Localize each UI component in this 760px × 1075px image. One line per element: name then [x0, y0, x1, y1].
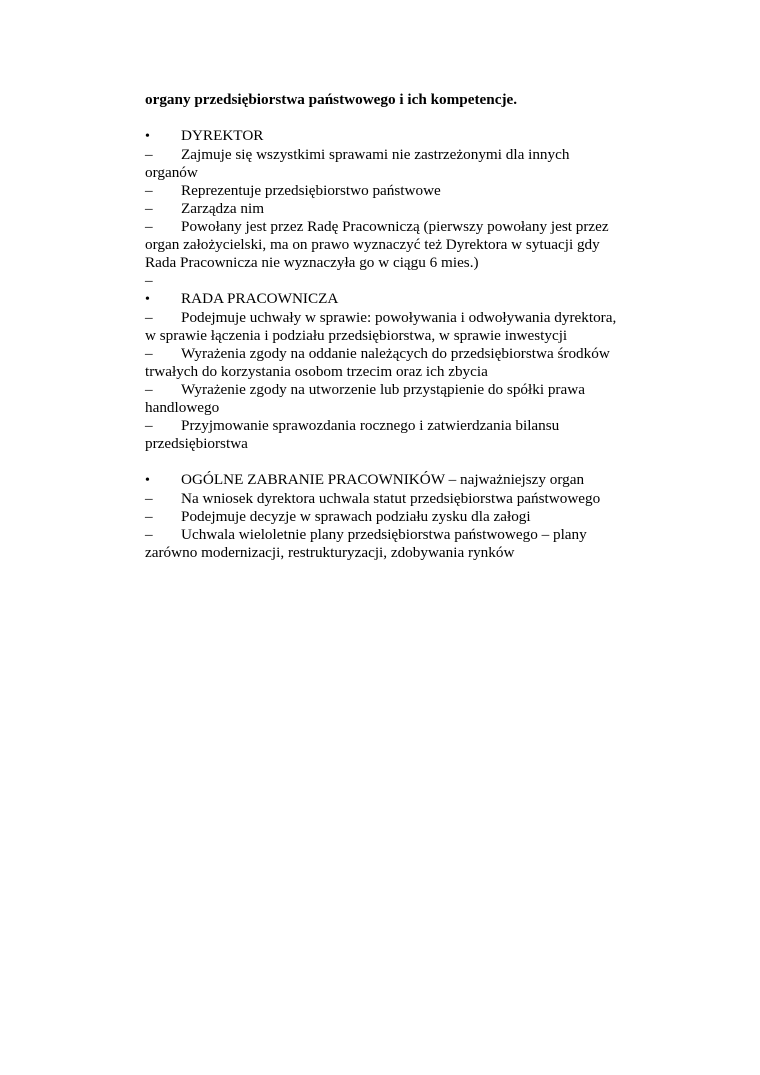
dash-marker: – [145, 490, 153, 507]
document-title: organy przedsiębiorstwa państwowego i ich kompetencje. [145, 91, 518, 108]
list-item [145, 146, 625, 182]
list-item-text: Powołany jest przez Radę Pracowniczą (pierwszy powołany jest przez organ założycielski, ma on prawo wyznaczyć też Dyrektora w sytuacji gdy Rada Pracownicza nie wyznaczyła go w ciągu 6 mies.) [145, 218, 609, 271]
list-item-text: Na wniosek dyrektora uchwala statut przedsiębiorstwa państwowego [181, 490, 601, 507]
list-item [145, 345, 625, 381]
bullet-marker: • [145, 129, 150, 144]
list-item [145, 526, 625, 562]
list-item [145, 309, 625, 345]
list-item [145, 508, 625, 526]
section-heading-rada-pracownicza [145, 290, 625, 309]
list-item-text: Zajmuje się wszystkimi sprawami nie zastrzeżonymi dla innych organów [145, 146, 570, 181]
list-item [145, 218, 625, 272]
section-heading-dyrektor [145, 127, 625, 146]
dash-marker: – [145, 182, 153, 199]
dash-marker: – [145, 345, 153, 362]
list-item [145, 200, 625, 218]
document-content [145, 91, 625, 562]
section-spacer [145, 453, 625, 471]
section-heading-text: RADA PRACOWNICZA [181, 290, 339, 307]
list-item [145, 417, 625, 453]
dash-marker: – [145, 508, 153, 525]
list-item [145, 182, 625, 200]
list-item [145, 490, 625, 508]
bullet-marker: • [145, 292, 150, 307]
dash-marker: – [145, 417, 153, 434]
list-item [145, 381, 625, 417]
dash-marker: – [145, 272, 153, 289]
list-item-text: Podejmuje uchwały w sprawie: powoływania i odwoływania dyrektora, w sprawie łączenia i podziału przedsiębiorstwa, w sprawie inwestycji [145, 309, 617, 344]
list-item-empty [145, 272, 625, 290]
section-heading-text: DYREKTOR [181, 127, 264, 144]
dash-marker: – [145, 309, 153, 326]
dash-marker: – [145, 200, 153, 217]
dash-marker: – [145, 146, 153, 163]
dash-marker: – [145, 218, 153, 235]
list-item-text: Przyjmowanie sprawozdania rocznego i zatwierdzania bilansu przedsiębiorstwa [145, 417, 560, 452]
bullet-marker: • [145, 473, 150, 488]
dash-marker: – [145, 526, 153, 543]
list-item-text: Reprezentuje przedsiębiorstwo państwowe [181, 182, 441, 199]
list-item-text: Zarządza nim [181, 200, 265, 217]
list-item-text: Podejmuje decyzje w sprawach podziału zysku dla załogi [181, 508, 531, 525]
list-item-text: Uchwala wieloletnie plany przedsiębiorstwa państwowego – plany zarówno modernizacji, restrukturyzacji, zdobywania rynków [145, 526, 587, 561]
section-heading-text: OGÓLNE ZABRANIE PRACOWNIKÓW – najważniejszy organ [181, 471, 585, 488]
list-item-text: Wyrażenie zgody na utworzenie lub przystąpienie do spółki prawa handlowego [145, 381, 585, 416]
list-item-text: Wyrażenia zgody na oddanie należących do przedsiębiorstwa środków trwałych do korzystania osobom trzecim oraz ich zbycia [145, 345, 610, 380]
section-heading-ogolne-zebranie [145, 471, 625, 490]
dash-marker: – [145, 381, 153, 398]
